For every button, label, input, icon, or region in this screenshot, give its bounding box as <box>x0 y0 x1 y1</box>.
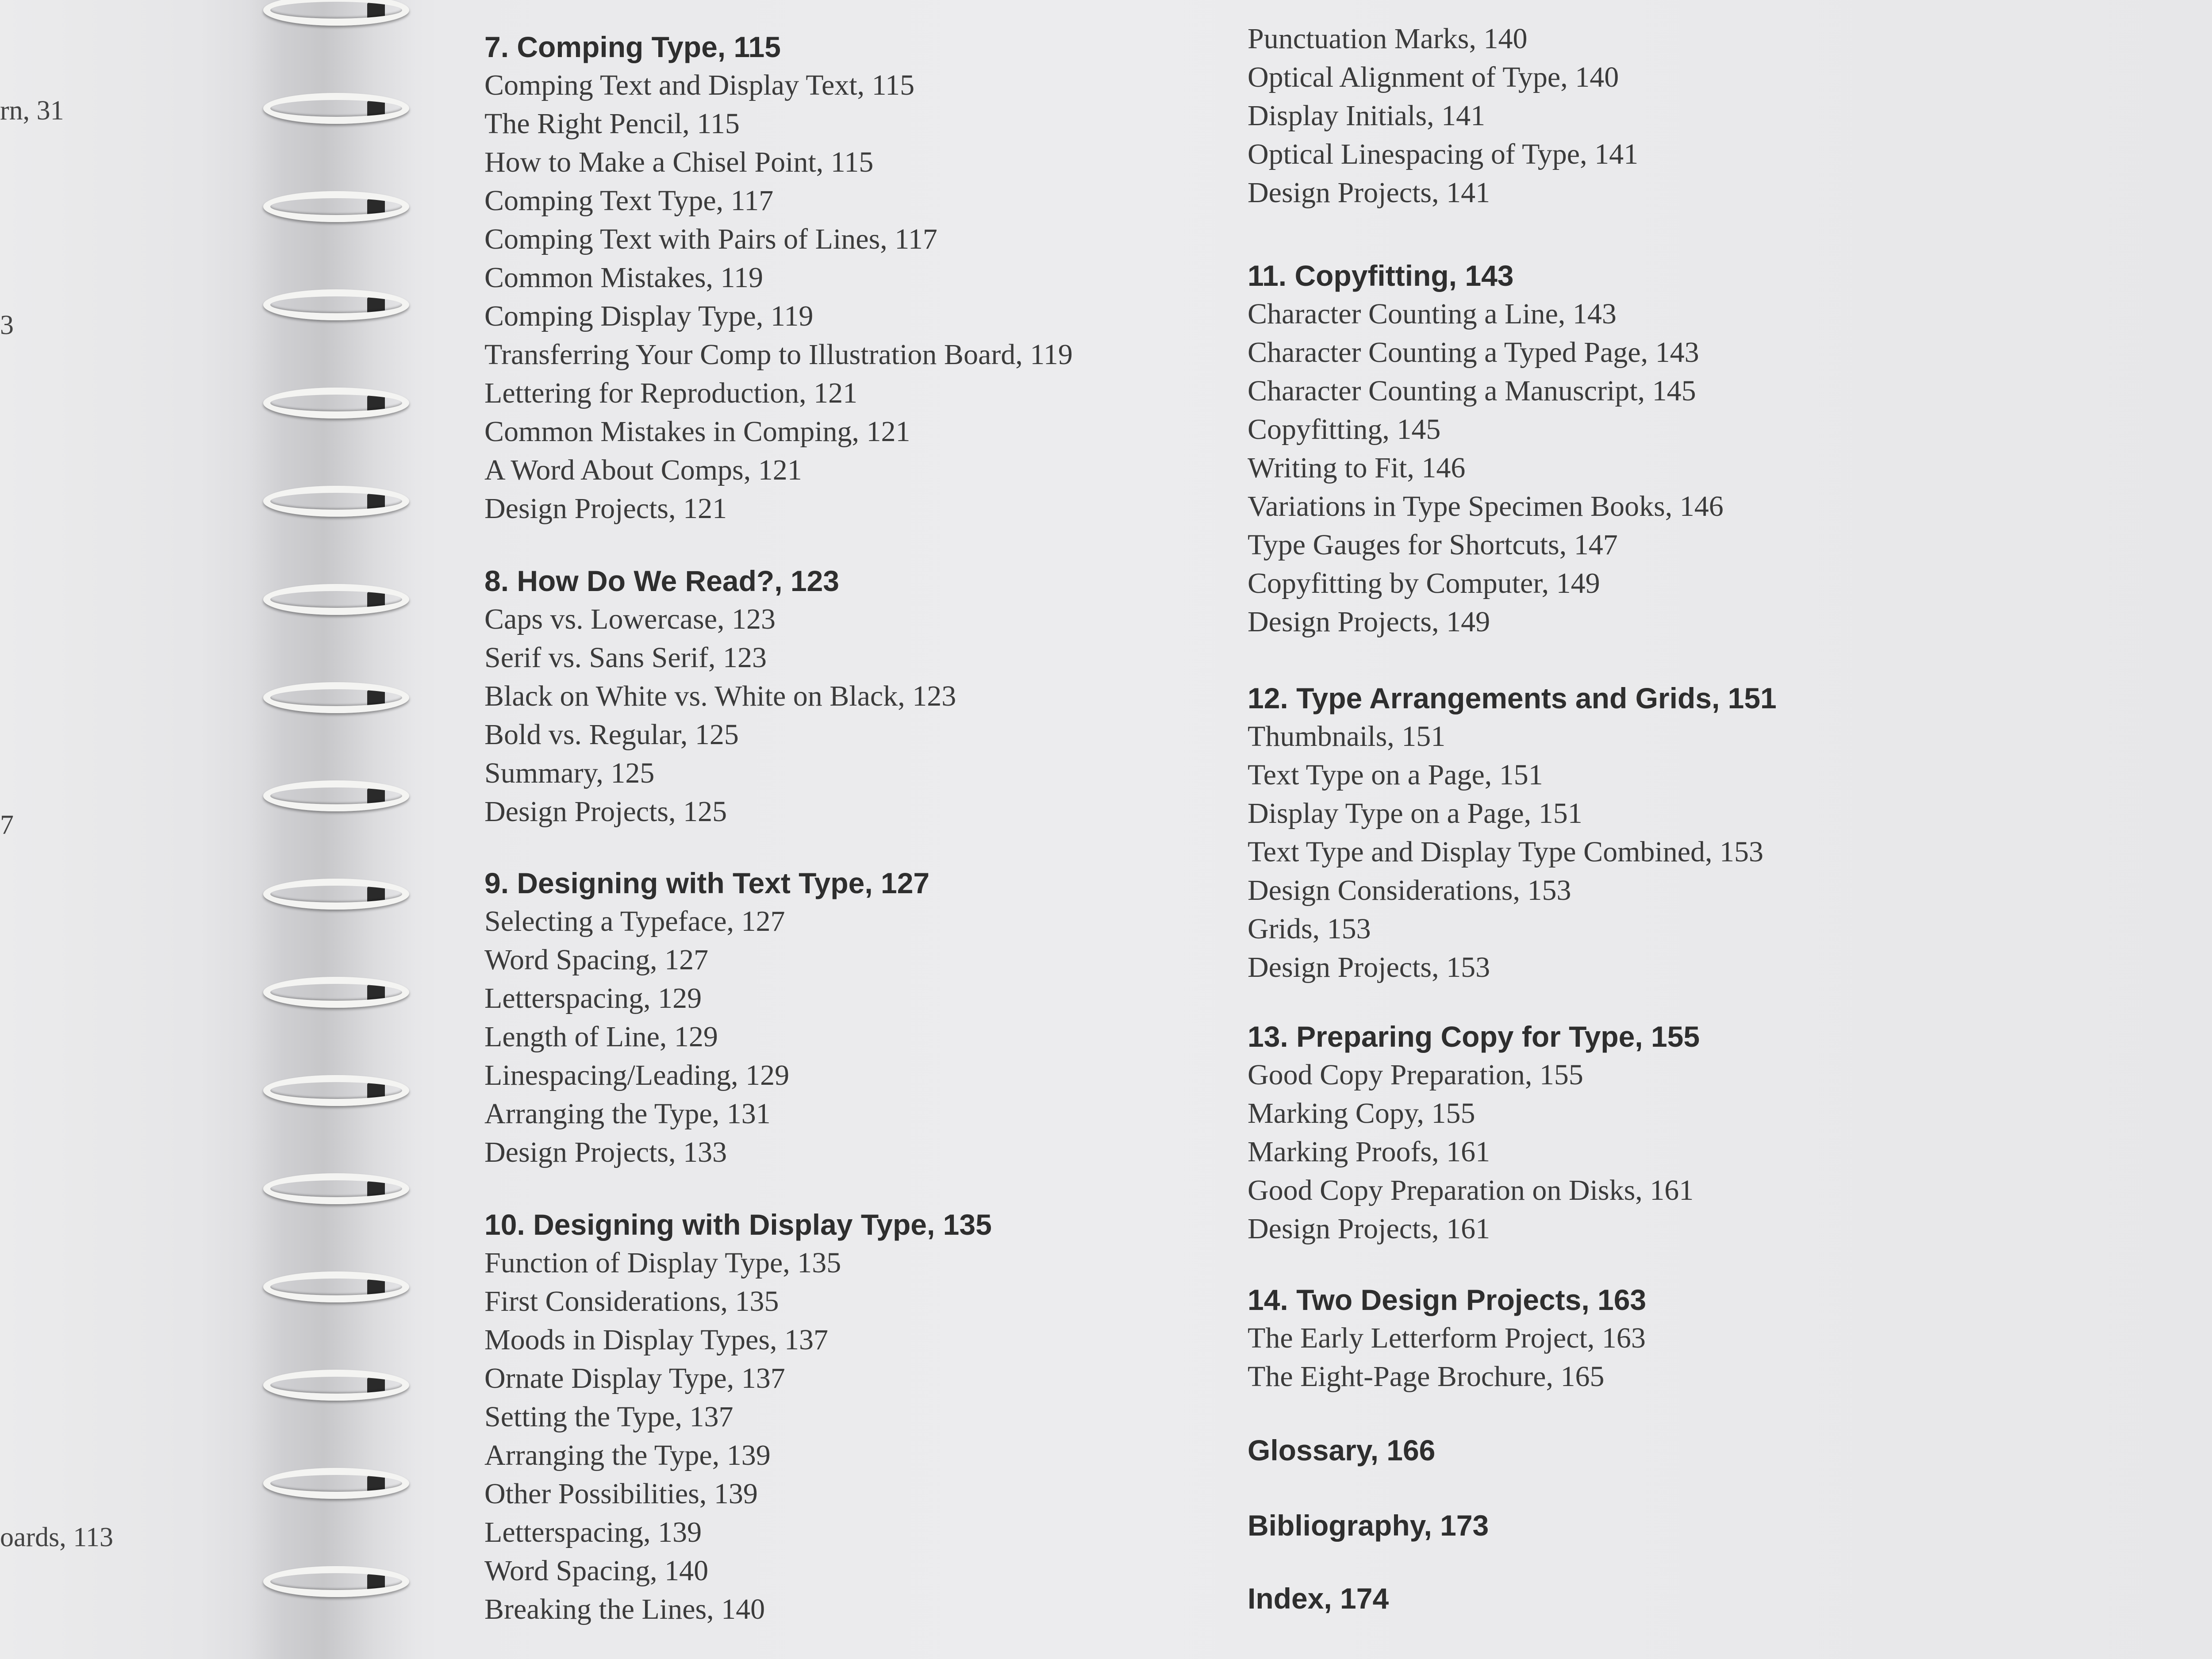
toc-entry: First Considerations, 135 <box>484 1285 779 1317</box>
toc-entry: Design Projects, 125 <box>484 795 727 828</box>
toc-entry: Thumbnails, 151 <box>1248 720 1446 753</box>
coil-ring <box>263 576 409 625</box>
toc-entry: Word Spacing, 140 <box>484 1555 709 1587</box>
toc-entry: Display Initials, 141 <box>1248 100 1486 132</box>
toc-entry: The Right Pencil, 115 <box>484 108 740 140</box>
toc-entry: Transferring Your Comp to Illustration Board, 119 <box>484 338 1073 371</box>
toc-entry: Character Counting a Manuscript, 145 <box>1248 375 1696 407</box>
coil-ring <box>263 1558 409 1607</box>
left-page-fragment: rn, 31 <box>0 96 64 126</box>
chapter-heading: Index, 174 <box>1248 1582 1389 1615</box>
coil-ring <box>263 85 409 134</box>
chapter-heading: 10. Designing with Display Type, 135 <box>484 1208 992 1241</box>
toc-entry: Function of Display Type, 135 <box>484 1247 841 1279</box>
chapter-heading: Glossary, 166 <box>1248 1434 1436 1467</box>
toc-entry: The Early Letterform Project, 163 <box>1248 1322 1646 1354</box>
toc-entry: Punctuation Marks, 140 <box>1248 23 1528 55</box>
toc-entry: Linespacing/Leading, 129 <box>484 1059 790 1091</box>
coil-ring <box>263 0 409 35</box>
toc-entry: Comping Text with Pairs of Lines, 117 <box>484 223 937 255</box>
left-page-fragment: 7 <box>0 810 14 840</box>
toc-entry: Optical Alignment of Type, 140 <box>1248 61 1619 93</box>
toc-entry: Word Spacing, 127 <box>484 944 709 976</box>
left-page <box>0 0 283 1659</box>
toc-entry: Comping Text and Display Text, 115 <box>484 69 915 101</box>
toc-entry: Design Considerations, 153 <box>1248 874 1571 906</box>
toc-entry: Common Mistakes, 119 <box>484 261 764 294</box>
toc-entry: Optical Linespacing of Type, 141 <box>1248 138 1639 170</box>
toc-entry: Text Type and Display Type Combined, 153 <box>1248 836 1764 868</box>
coil-ring <box>263 1362 409 1410</box>
toc-entry: Design Projects, 121 <box>484 492 727 525</box>
coil-ring <box>263 183 409 232</box>
spiral-binding <box>248 0 425 1659</box>
chapter-heading: 8. How Do We Read?, 123 <box>484 565 839 597</box>
toc-entry: Design Projects, 153 <box>1248 951 1490 983</box>
coil-ring <box>263 478 409 526</box>
chapter-heading: 11. Copyfitting, 143 <box>1248 259 1514 292</box>
coil-ring <box>263 380 409 428</box>
toc-entry: Common Mistakes in Comping, 121 <box>484 415 910 448</box>
left-page-fragment: 3 <box>0 310 14 340</box>
toc-entry: Selecting a Typeface, 127 <box>484 905 785 937</box>
toc-entry: Variations in Type Specimen Books, 146 <box>1248 490 1724 522</box>
coil-ring <box>263 871 409 919</box>
coil-ring <box>263 1067 409 1116</box>
toc-entry: Design Projects, 161 <box>1248 1213 1490 1245</box>
toc-entry: Comping Display Type, 119 <box>484 300 814 332</box>
toc-entry: Lettering for Reproduction, 121 <box>484 377 858 409</box>
toc-entry: Display Type on a Page, 151 <box>1248 797 1582 830</box>
toc-entry: Character Counting a Typed Page, 143 <box>1248 336 1699 369</box>
coil-ring <box>263 1263 409 1312</box>
toc-entry: Character Counting a Line, 143 <box>1248 298 1617 330</box>
toc-entry: Grids, 153 <box>1248 913 1371 945</box>
toc-entry: Copyfitting, 145 <box>1248 413 1441 445</box>
toc-entry: A Word About Comps, 121 <box>484 454 802 486</box>
toc-entry: Moods in Display Types, 137 <box>484 1324 829 1356</box>
coil-ring <box>263 772 409 821</box>
toc-entry: The Eight-Page Brochure, 165 <box>1248 1360 1605 1393</box>
toc-entry: Breaking the Lines, 140 <box>484 1593 765 1625</box>
chapter-heading: 14. Two Design Projects, 163 <box>1248 1283 1647 1316</box>
toc-entry: Design Projects, 141 <box>1248 177 1490 209</box>
toc-entry: Serif vs. Sans Serif, 123 <box>484 641 767 674</box>
toc-entry: Other Possibilities, 139 <box>484 1478 758 1510</box>
toc-entry: Writing to Fit, 146 <box>1248 452 1466 484</box>
toc-entry: Setting the Type, 137 <box>484 1401 733 1433</box>
coil-ring <box>263 674 409 723</box>
coil-ring <box>263 281 409 330</box>
toc-entry: Letterspacing, 139 <box>484 1516 702 1548</box>
chapter-heading: 13. Preparing Copy for Type, 155 <box>1248 1020 1700 1053</box>
toc-entry: Marking Proofs, 161 <box>1248 1136 1490 1168</box>
toc-entry: Arranging the Type, 139 <box>484 1439 771 1471</box>
toc-entry: Letterspacing, 129 <box>484 982 702 1014</box>
toc-entry: Caps vs. Lowercase, 123 <box>484 603 776 635</box>
toc-entry: Marking Copy, 155 <box>1248 1097 1475 1129</box>
toc-entry: Design Projects, 149 <box>1248 606 1490 638</box>
chapter-heading: 9. Designing with Text Type, 127 <box>484 867 930 899</box>
toc-entry: Ornate Display Type, 137 <box>484 1362 785 1394</box>
toc-entry: Good Copy Preparation on Disks, 161 <box>1248 1174 1694 1206</box>
toc-entry: Arranging the Type, 131 <box>484 1098 771 1130</box>
left-page-fragment: oards, 113 <box>0 1522 113 1552</box>
toc-entry: Black on White vs. White on Black, 123 <box>484 680 956 712</box>
chapter-heading: 7. Comping Type, 115 <box>484 31 781 63</box>
toc-entry: Comping Text Type, 117 <box>484 184 774 217</box>
toc-entry: Length of Line, 129 <box>484 1021 718 1053</box>
chapter-heading: Bibliography, 173 <box>1248 1509 1489 1542</box>
toc-entry: Design Projects, 133 <box>484 1136 727 1168</box>
coil-ring <box>263 969 409 1018</box>
toc-entry: Good Copy Preparation, 155 <box>1248 1059 1583 1091</box>
coil-ring <box>263 1460 409 1509</box>
toc-entry: Copyfitting by Computer, 149 <box>1248 567 1600 599</box>
toc-entry: Type Gauges for Shortcuts, 147 <box>1248 529 1618 561</box>
coil-ring <box>263 1165 409 1214</box>
toc-entry: How to Make a Chisel Point, 115 <box>484 146 874 178</box>
toc-entry: Bold vs. Regular, 125 <box>484 718 739 751</box>
chapter-heading: 12. Type Arrangements and Grids, 151 <box>1248 682 1777 714</box>
toc-entry: Text Type on a Page, 151 <box>1248 759 1543 791</box>
toc-entry: Summary, 125 <box>484 757 655 789</box>
